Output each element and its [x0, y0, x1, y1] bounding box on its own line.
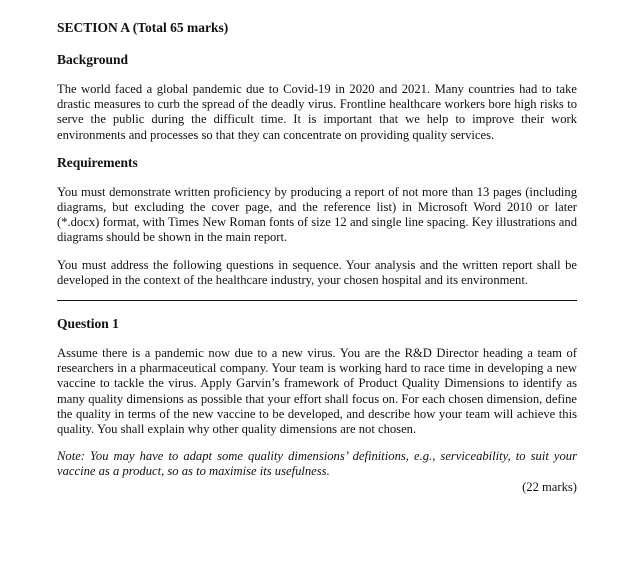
spacer — [57, 332, 577, 346]
question-1-note: Note: You may have to adapt some quality dimensions’ definitions, e.g., serviceability, to suit your vaccine as a product, so as to maximise its usefulness. — [57, 449, 577, 479]
background-heading: Background — [57, 52, 129, 67]
section-title: SECTION A (Total 65 marks) — [57, 20, 229, 35]
requirements-paragraph-2: You must address the following questions in sequence. Your analysis and the written report shall be developed in the context of the healthcare industry, your chosen hospital and its environment. — [57, 257, 577, 287]
question-1-marks: (22 marks) — [522, 479, 577, 494]
spacer — [57, 437, 577, 449]
requirements-paragraph-1: You must demonstrate written proficiency by producing a report of not more than 13 pages (including diagrams, but excluding the cover page, and the reference list) in Microsoft Word 2010 or later (*.docx) format, with Times New Roman fonts of size 12 and single line spacing. Key illustrations and diagrams should be shown in the main report. — [57, 184, 577, 245]
spacer — [57, 301, 577, 316]
spacer — [57, 288, 577, 300]
spacer — [57, 171, 577, 185]
question-1-heading: Question 1 — [57, 316, 119, 332]
spacer — [57, 36, 577, 52]
document-page — [57, 20, 577, 495]
background-paragraph: The world faced a global pandemic due to Covid-19 in 2020 and 2021. Many countries had to take drastic measures to curb the spread of the deadly virus. Frontline healthcare workers bore high risks to serve the public during the difficult time. It is important that we help to improve their work environments and processes so that they can concentrate on providing quality services. — [57, 82, 577, 142]
spacer — [57, 68, 577, 82]
requirements-heading: Requirements — [57, 154, 138, 170]
spacer — [57, 143, 577, 155]
spacer — [57, 246, 577, 258]
question-1-paragraph: Assume there is a pandemic now due to a new virus. You are the R&D Director heading a team of researchers in a pharmaceutical company. Your team is working hard to race time in developing a new vaccine to tackle the virus. Apply Garvin’s framework of Product Quality Dimensions to identify as many quality dimensions as possible that your effort shall focus on. For each chosen dimension, define the quality in terms of the new vaccine to be developed, and describe how your team will achieve this quality. You shall explain why other quality dimensions are not chosen. — [57, 346, 577, 437]
